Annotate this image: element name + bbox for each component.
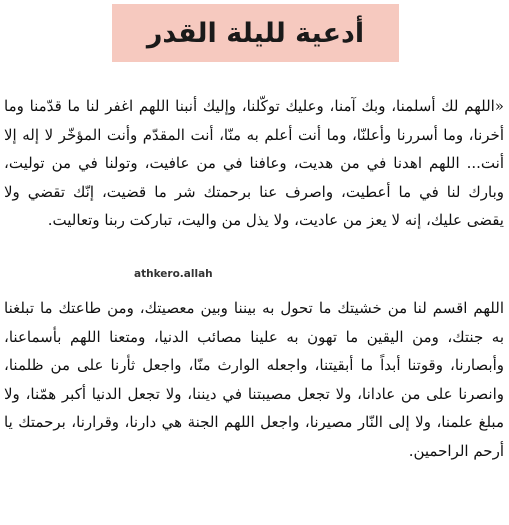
watermark-handle: athkero.allah (134, 268, 213, 280)
title-banner (112, 4, 399, 62)
page-title: أدعية لليلة القدر (146, 17, 365, 49)
prayer-paragraph-1: «اللهم لك أسلمنا، وبك آمنا، وعليك توكّلنا، وإليك أنبنا اللهم اغفر لنا ما قدّمنا وما أخرنا، وما أسررنا وأعلنّا، وما أنت أعلم به منّا، أنت المقدّم وأنت المؤخّر لا إله إلا أنت... اللهم اهدنا في من هديت، وعافنا في من عافيت، وتولنا في من توليت، وبارك لنا في ما أعطيت، واصرف عنا برحمتك شر ما قضيت، إنّك تقضي ولا يقضى عليك، إنه لا يعز من عاديت، ولا يذل من واليت، تباركت ربنا وتعاليت. (4, 97, 504, 230)
prayer-paragraph-2: اللهم اقسم لنا من خشيتك ما تحول به بيننا وبين معصيتك، ومن طاعتك ما تبلغنا به جنتك، ومن اليقين ما تهون به علينا مصائب الدنيا، ومتعنا اللهم بأسماعنا، وأبصارنا، وقوتنا أبداً ما أبقيتنا، واجعله الوارث منّا، واجعل ثأرنا على من ظلمنا، وانصرنا على من عادانا، ولا تجعل مصيبتنا في ديننا، ولا تجعل الدنيا أكبر همّنا، ولا مبلغ علمنا، ولا إلى النّار مصيرنا، واجعل اللهم الجنة هي دارنا، وقرارنا، برحمتك يا أرحم الراحمين. (4, 299, 504, 460)
